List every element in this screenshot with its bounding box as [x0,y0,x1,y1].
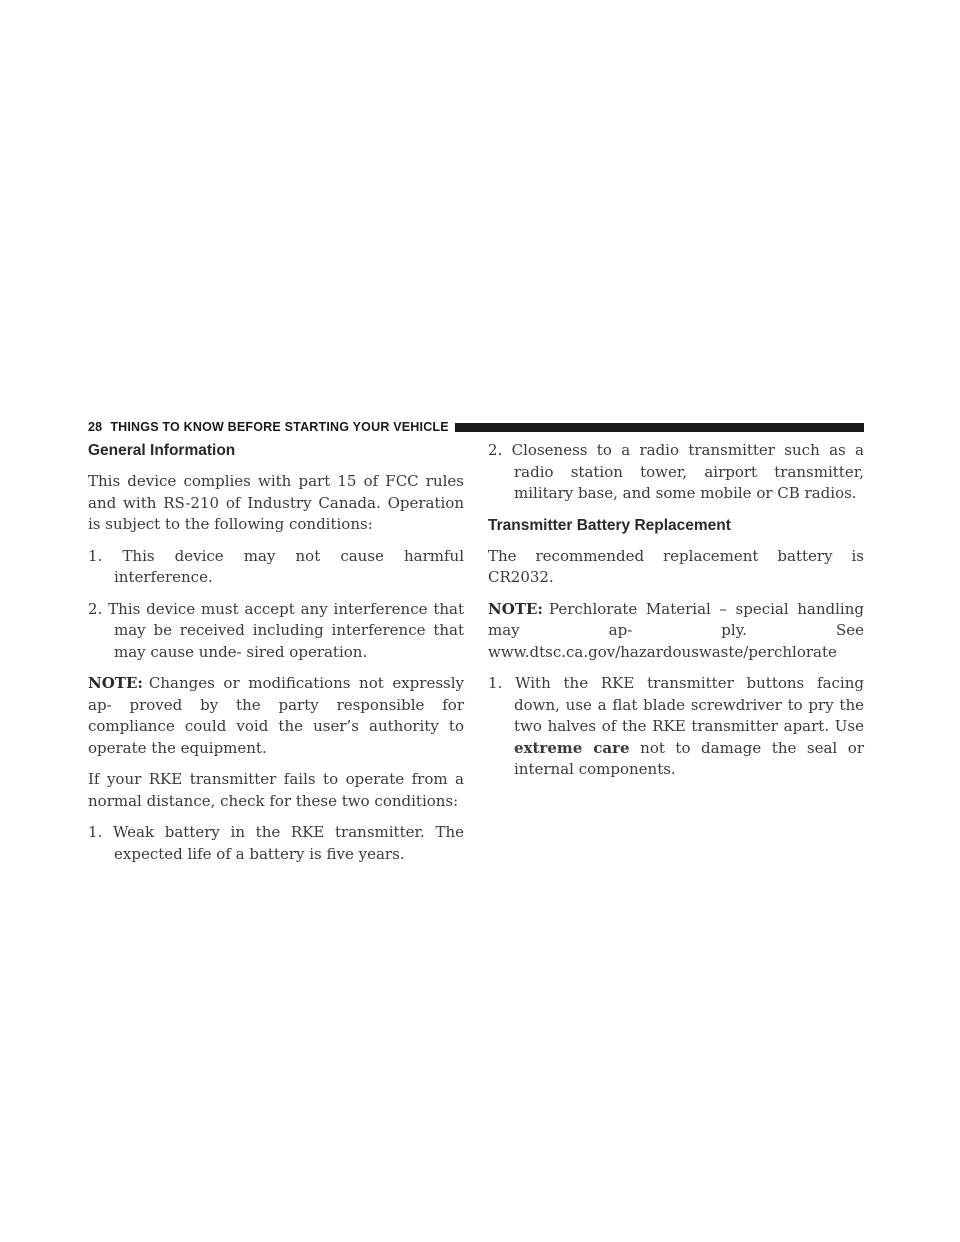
page-header [88,419,864,435]
step-text-before: 1. With the RKE transmitter buttons facing down, use a flat blade screwdriver to pry the two halves of the RKE transmitter apart. Use [488,674,864,735]
battery-step-1 [488,673,864,781]
note-label: NOTE: [88,674,143,692]
step-emphasis: extreme care [514,738,630,757]
note-text: Changes or modifications not expressly ap- proved by the party responsible for compliance could void the user’s authority to operate the equipment. [88,674,464,757]
perchlorate-note-paragraph [488,599,864,664]
header-rule [455,423,864,432]
general-information-heading: General Information [88,442,236,459]
left-column [88,440,464,875]
condition-item-2: 2. This device must accept any interference that may be received including interference that may cause unde- sired operation. [88,599,464,661]
range-item-1: 1. Weak battery in the RKE transmitter. The expected life of a battery is five years. [88,823,464,863]
battery-replacement-heading: Transmitter Battery Replacement [488,516,731,534]
note-label: NOTE: [488,599,543,618]
section-title: THINGS TO KNOW BEFORE STARTING YOUR VEHICLE [110,420,449,434]
note-text: Perchlorate Material – special handling may ap- ply. See www.dtsc.ca.gov/hazardouswaste/perchlorate [488,599,864,661]
fcc-intro-paragraph: This device complies with part 15 of FCC rules and with RS-210 of Industry Canada. Operation is subject to the following conditions: [88,472,464,533]
right-column [488,440,864,791]
fcc-note-paragraph [88,673,464,759]
step-text-after: not to damage the seal or internal components. [514,738,864,778]
range-item-2: 2. Closeness to a radio transmitter such as a radio station tower, airport transmitter, military base, and some mobile or CB radios. [488,441,864,502]
page-number: 28 [88,420,103,434]
battery-type-paragraph: The recommended replacement battery is CR2032. [488,546,864,586]
condition-item-1: 1. This device may not cause harmful interference. [88,546,464,586]
range-intro-paragraph: If your RKE transmitter fails to operate from a normal distance, check for these two conditions: [88,770,464,810]
